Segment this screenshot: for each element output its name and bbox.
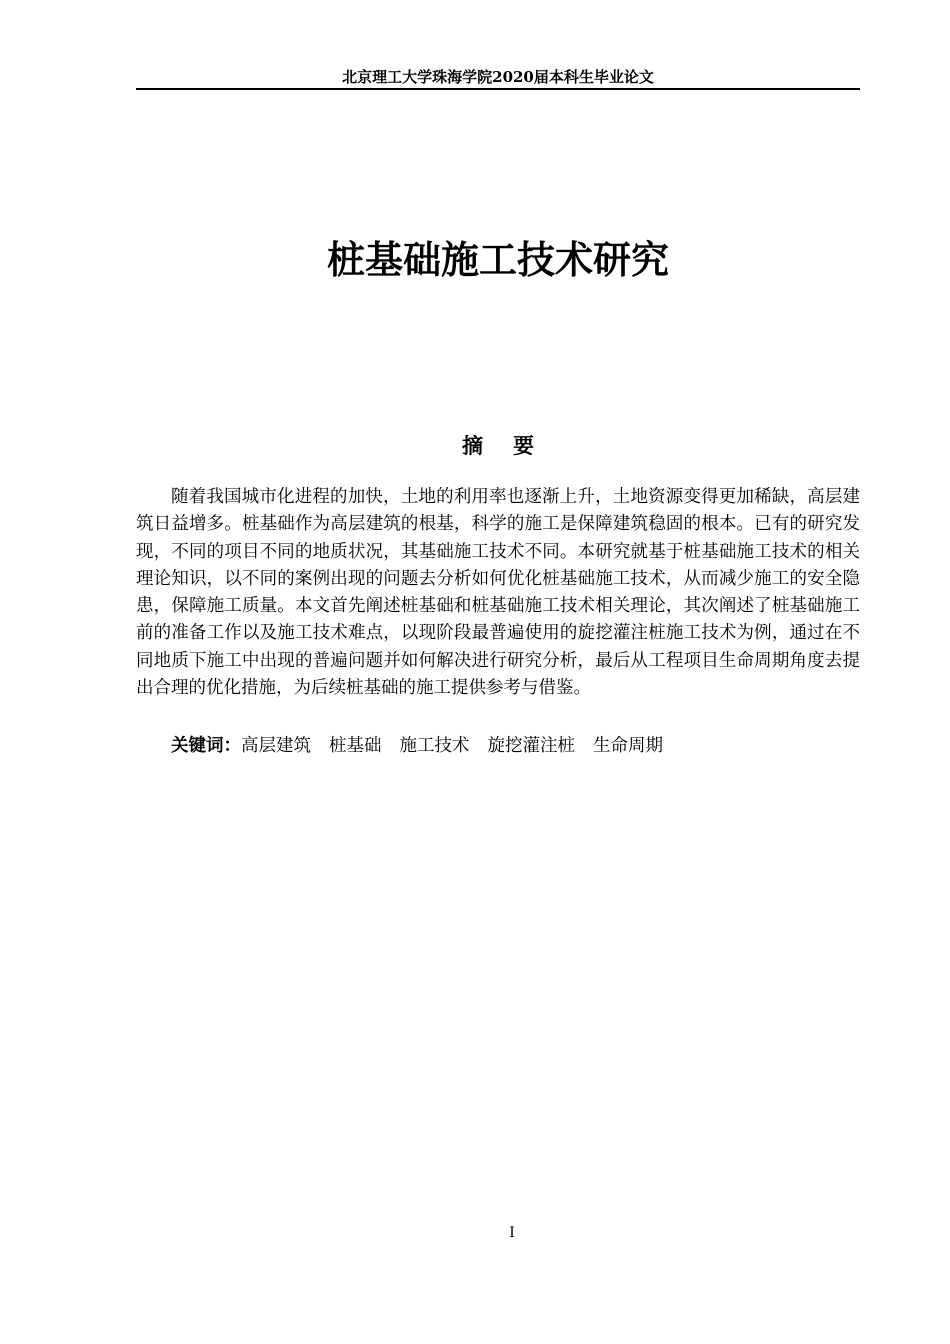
- abstract-body: 随着我国城市化进程的加快，土地的利用率也逐渐上升，土地资源变得更加稀缺，高层建筑日益增多。桩基础作为高层建筑的根基，科学的施工是保障建筑稳固的根本。已有的研究发现，不同的项目不同的地质状况，其基础施工技术不同。本研究就基于桩基础施工技术的相关理论知识，以不同的案例出现的问题去分析如何优化桩基础施工技术，从而减少施工的安全隐患，保障施工质量。本文首先阐述桩基础和桩基础施工技术相关理论，其次阐述了桩基础施工前的准备工作以及施工技术难点，以现阶段最普遍使用的旋挖灌注桩施工技术为例，通过在不同地质下施工中出现的普遍问题并如何解决进行研究分析，最后从工程项目生命周期角度去提出合理的优化措施，为后续桩基础的施工提供参考与借鉴。: [136, 487, 860, 699]
- abstract-heading: 摘要: [462, 434, 564, 458]
- running-header: 北京理工大学珠海学院2020届本科生毕业论文: [342, 68, 654, 86]
- keyword-item: 旋挖灌注桩: [487, 736, 575, 756]
- keywords-line: [171, 733, 860, 760]
- keyword-item: 生命周期: [593, 736, 663, 756]
- keyword-item: 桩基础: [329, 736, 382, 756]
- thesis-title: 桩基础施工技术研究: [326, 238, 669, 282]
- header-divider: [136, 88, 860, 90]
- keywords-label: 关键词：: [171, 736, 241, 756]
- keyword-item: 施工技术: [399, 736, 470, 756]
- keyword-item: 高层建筑: [241, 736, 311, 756]
- page-number: I: [509, 1225, 515, 1241]
